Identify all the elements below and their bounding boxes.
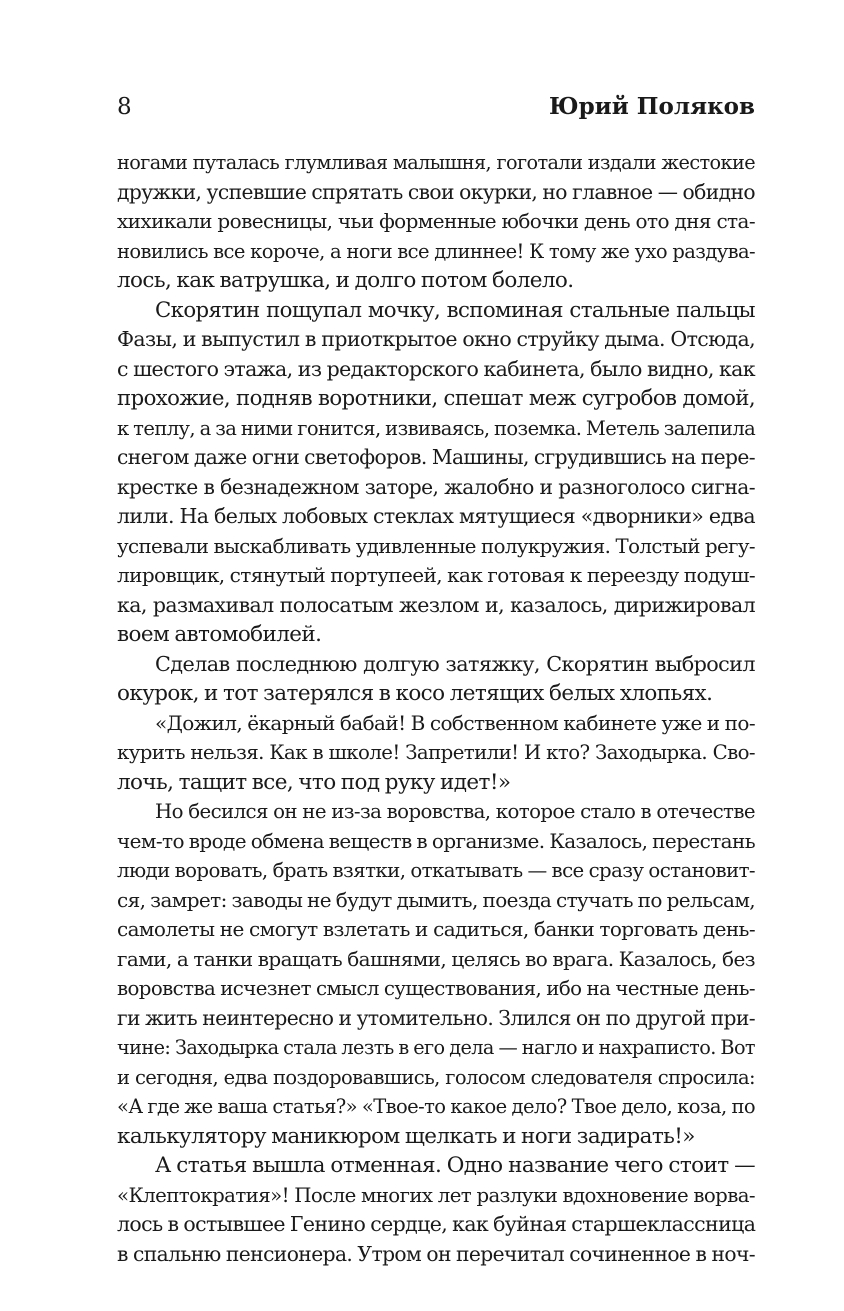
text-line: чине: Заходырка стала лезть в его дела — нагло и нахраписто. Вот xyxy=(117,1036,755,1059)
text-line: прохожие, подняв воротники, спешат меж сугробов домой, xyxy=(117,386,755,411)
text-line: Фазы, и выпустил в приоткрытое окно струйку дыма. Отсюда, xyxy=(117,327,755,351)
text-line: ги жить неинтересно и утомительно. Злился он по другой при- xyxy=(117,1005,755,1030)
text-line: чем-то вроде обмена веществ в организме. Казалось, перестань xyxy=(117,828,755,853)
text-line: успевали выскабливать удивленные полукружия. Толстый регу- xyxy=(117,534,755,558)
body-text xyxy=(117,148,755,1269)
text-line: А статья вышла отменная. Одно название чего стоит — xyxy=(155,1153,755,1178)
text-line: Сделав последнюю долгую затяжку, Скорятин выбросил xyxy=(155,651,755,676)
running-author: Юрий Поляков xyxy=(548,93,755,120)
text-line: ногами путалась глумливая малышня, гоготали издали жестокие xyxy=(117,151,755,174)
text-line: хихикали ровесницы, чьи форменные юбочки день ото дня ста- xyxy=(117,209,755,233)
text-line: «А где же ваша статья?» «Твое-то какое дело? Твое дело, коза, по xyxy=(117,1095,755,1118)
text-line: с шестого этажа, из редакторского кабинета, было видно, как xyxy=(117,356,755,381)
text-line: ка, размахивал полосатым жезлом и, казалось, дирижировал xyxy=(117,592,755,617)
text-line: лировщик, стянутый портупеей, как готовая к переезду подуш- xyxy=(117,563,755,587)
text-line: самолеты не смогут взлетать и садиться, банки торговать день- xyxy=(117,917,755,941)
text-line: дружки, успевшие спрятать свои окурки, но главное — обидно xyxy=(117,179,755,204)
text-line: снегом даже огни светофоров. Машины, сгрудившись на пере- xyxy=(117,445,755,469)
text-line: гами, а танки вращать башнями, целясь во врага. Казалось, без xyxy=(117,946,755,971)
text-line: «Дожил, ёкарный бабай! В собственном кабинете уже и по- xyxy=(155,710,755,735)
text-line: лось в остывшее Генино сердце, как буйная старшеклассница xyxy=(117,1212,756,1236)
text-line: и сегодня, едва поздоровавшись, голосом следователя спросила: xyxy=(117,1065,755,1089)
text-line: лочь, тащит все, что под руку идет!» xyxy=(117,769,511,795)
text-line: калькулятору маникюром щелкать и ноги задирать!» xyxy=(117,1123,695,1149)
text-line: в спальню пенсионера. Утром он перечитал сочиненное в ноч- xyxy=(117,1241,755,1266)
text-line: Но бесился он не из-за воровства, которое стало в отечестве xyxy=(155,800,755,823)
text-line: ся, замрет: заводы не будут дымить, поезда стучать по рельсам, xyxy=(117,887,756,912)
page-number: 8 xyxy=(117,94,132,120)
text-line: к теплу, а за ними гонится, извиваясь, поземка. Метель залепила xyxy=(117,416,756,440)
text-line: крестке в безнадежном заторе, жалобно и разноголосо сигна- xyxy=(117,474,755,499)
running-header xyxy=(117,90,755,126)
text-line: лось, как ватрушка, и долго потом болело. xyxy=(117,268,574,293)
text-line: люди воровать, брать взятки, откатывать — все сразу остановит- xyxy=(117,859,755,882)
text-line: окурок, и тот затерялся в косо летящих белых хлопьях. xyxy=(117,681,713,706)
text-line: «Клептократия»! После многих лет разлуки вдохновение ворва- xyxy=(117,1183,755,1207)
text-line: воем автомобилей. xyxy=(117,622,322,647)
text-line: воровства исчезнет смысл существования, ибо на честные день- xyxy=(117,977,755,1000)
text-line: Скорятин пощупал мочку, вспоминая стальные пальцы xyxy=(155,297,755,323)
text-line: лили. На белых лобовых стеклах мятущиеся «дворники» едва xyxy=(117,504,755,528)
text-line: новились все короче, а ноги все длиннее! К тому же ухо раздува- xyxy=(117,239,755,263)
text-line: курить нельзя. Как в школе! Запретили! И кто? Заходырка. Сво- xyxy=(117,741,755,764)
